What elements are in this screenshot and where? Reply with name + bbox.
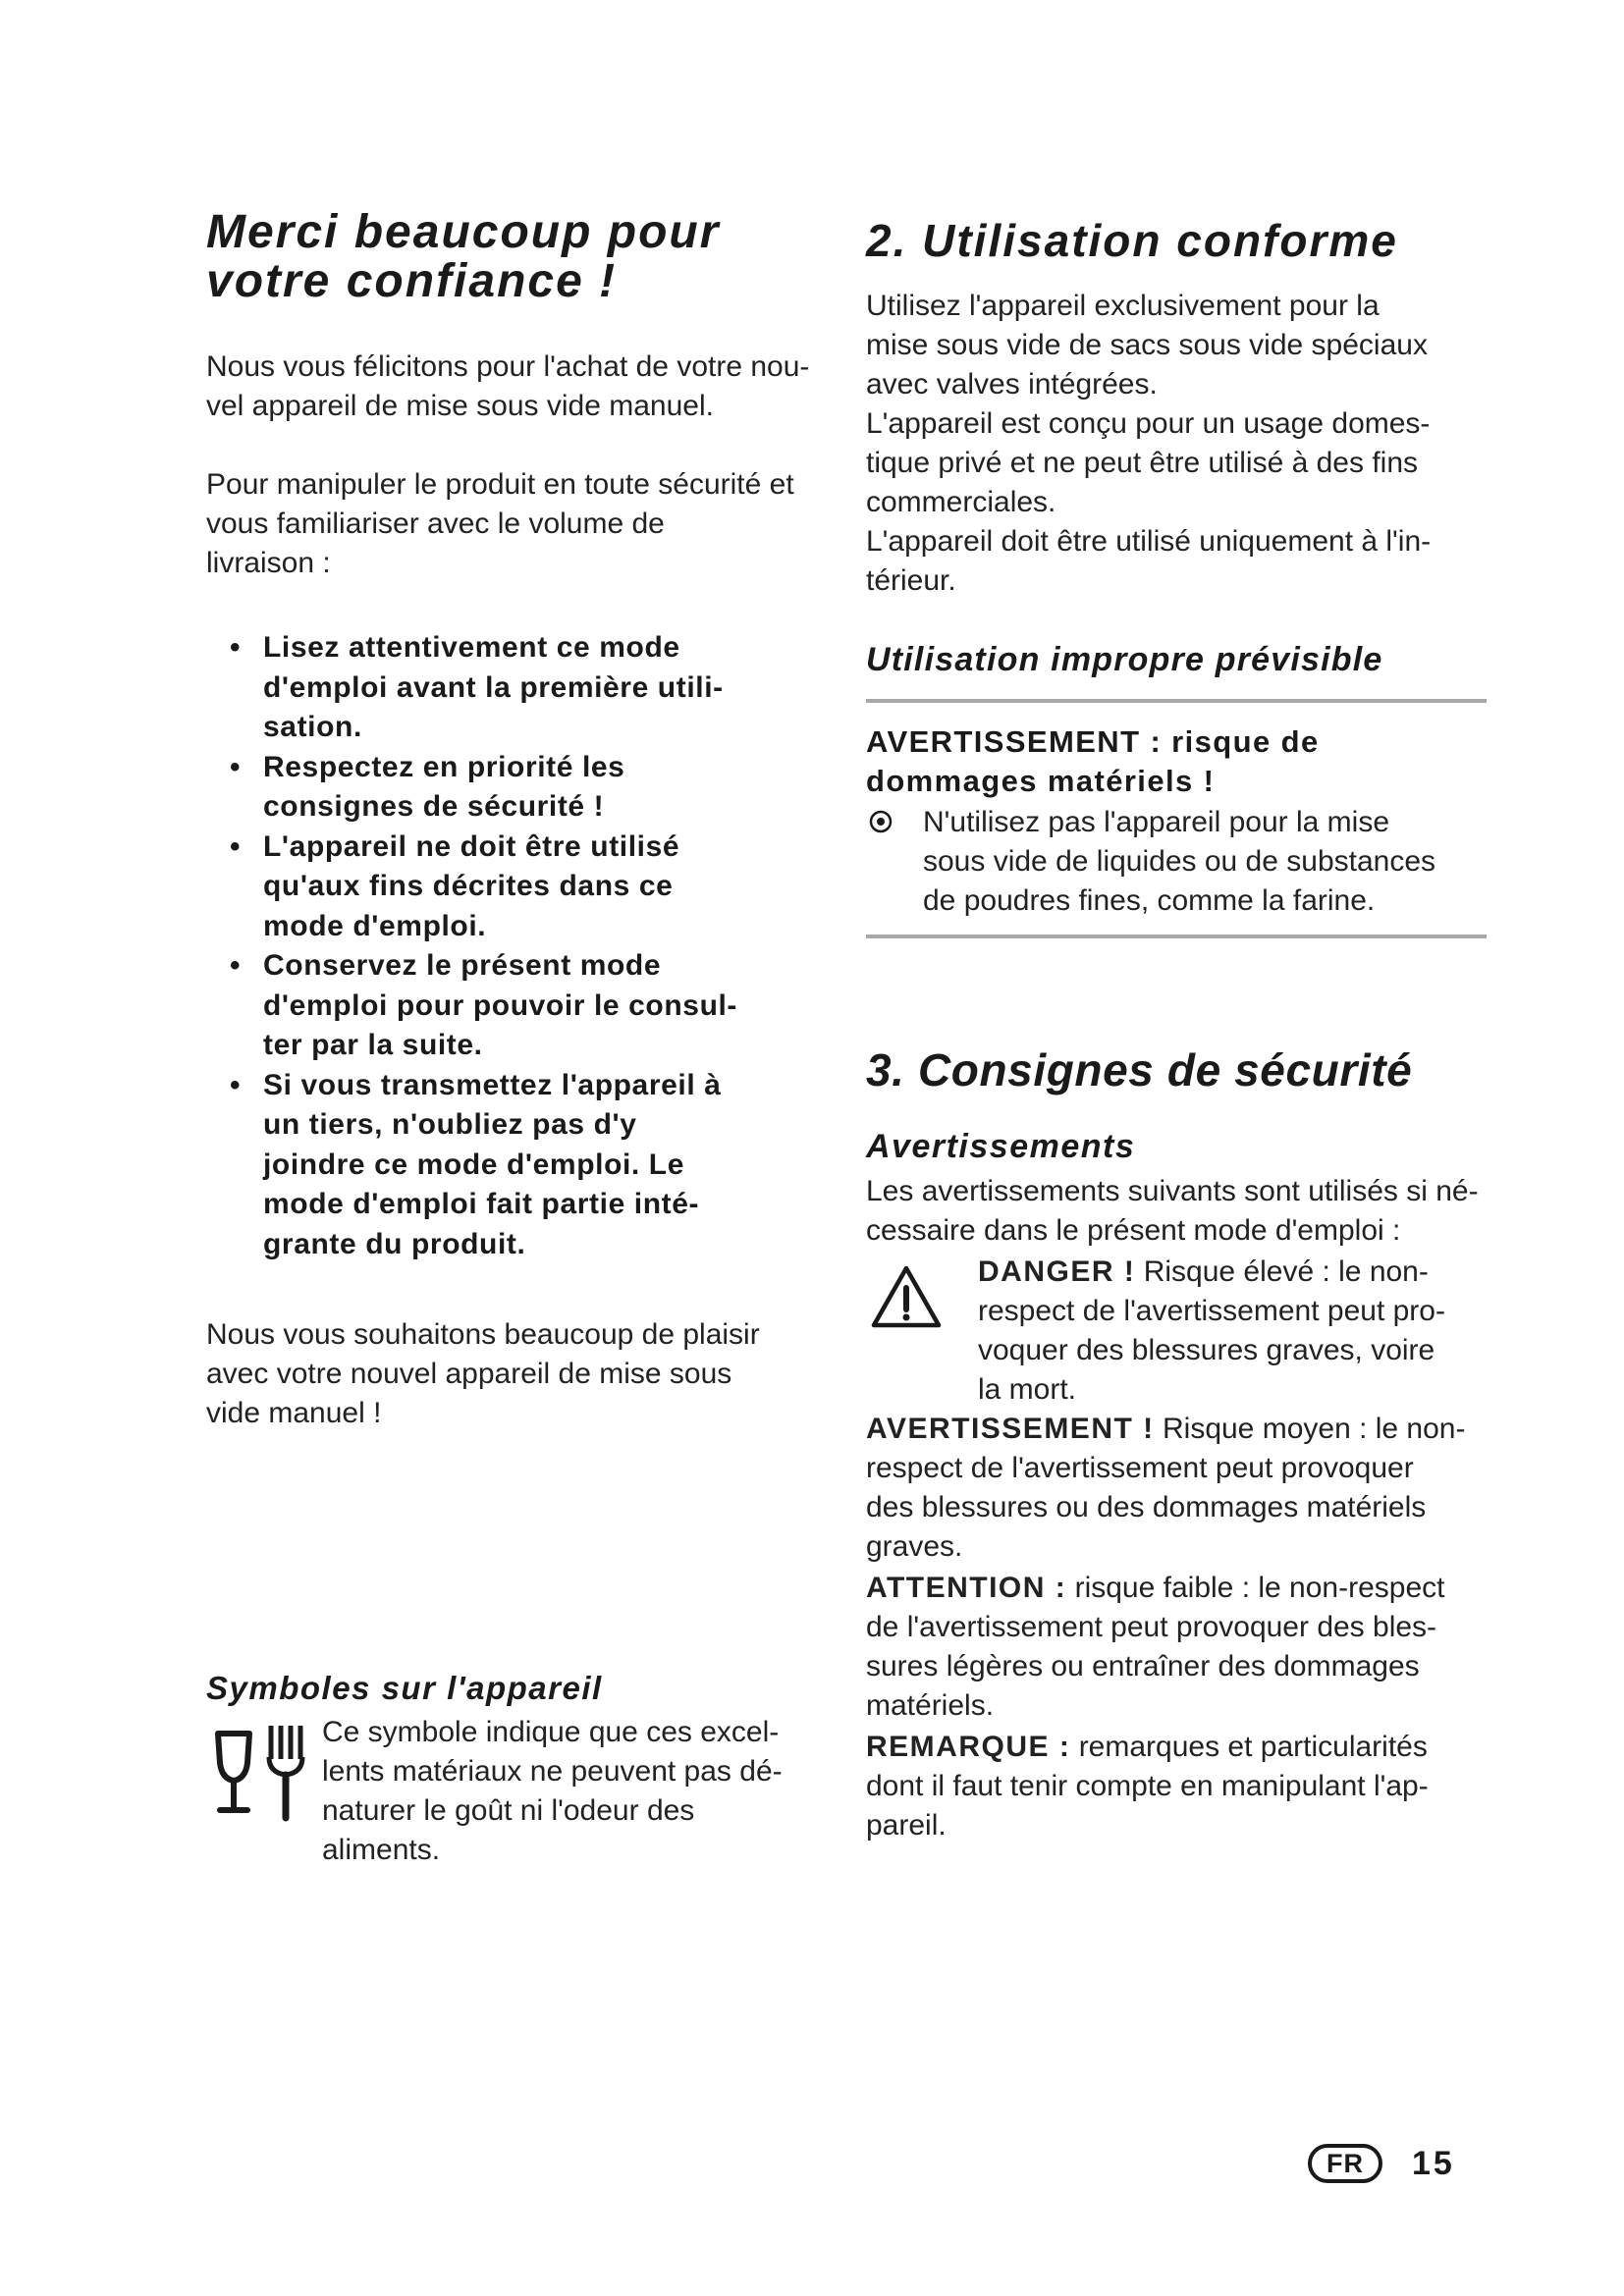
language-badge: FR [1308,2144,1382,2183]
target-bullet-icon [868,809,893,834]
page-footer [1298,2144,1494,2193]
list-item: • Respectez en priorité les consignes de sécurité ! [230,750,625,823]
list-item: • Conservez le présent mode d'emploi pour pouvoir le consul- ter par la suite. [230,949,738,1061]
misuse-warning-title: AVERTISSEMENT : risque de dommages matériels ! [866,724,1320,798]
section-2-text: Utilisez l'appareil exclusivement pour la mise sous vide de sacs sous vide spéciaux avec valves intégrées. L'appareil est conçu pour un usage domes- tique privé et ne peut être utilisé à des fins commerciales. L'appareil doit être utilisé uniquement à l'in- térieur. [866,290,1432,597]
list-item: • L'appareil ne doit être utilisé qu'aux fins décrites dans ce mode d'emploi. [230,829,680,942]
closing-paragraph: Nous vous souhaitons beaucoup de plaisir avec votre nouvel appareil de mise sous vide manuel ! [206,1318,760,1429]
list-item: • Lisez attentivement ce mode d'emploi avant la première utili- sation. [230,631,724,743]
warnings-heading: Avertissements [866,1128,1136,1165]
warning-triangle-icon [870,1264,943,1329]
divider [866,934,1487,938]
attention-level-description: ATTENTION : risque faible : le non-respect de l'avertissement peut provoquer des bles- sures légères ou entraîner des dommages matériels. [866,1572,1445,1722]
page-number: 15 [1412,2145,1455,2182]
intro-paragraph: Nous vous félicitons pour l'achat de votre nou- vel appareil de mise sous vide manuel. [206,350,810,422]
page-title: Merci beaucoup pour votre confiance ! [206,206,721,307]
remark-level-description: REMARQUE : remarques et particularités dont il faut tenir compte en manipulant l'ap- pareil. [866,1731,1429,1842]
warnings-intro: Les avertissements suivants sont utilisés si né- cessaire dans le présent mode d'emploi : [866,1175,1479,1247]
safety-intro-paragraph: Pour manipuler le produit en toute sécurité et vous familiariser avec le volume de livraison : [206,468,794,579]
danger-description: DANGER ! Risque élevé : le non- respect de l'avertissement peut pro- voquer des blessures graves, voire la mort. [978,1255,1445,1406]
section-2-title: 2. Utilisation conforme [866,215,1398,266]
symbols-description: Ce symbole indique que ces excel- lents matériaux ne peuvent pas dé- naturer le goût ni l'odeur des aliments. [322,1716,783,1866]
divider [866,699,1487,703]
warning-level-description: AVERTISSEMENT ! Risque moyen : le non- respect de l'avertissement peut provoquer des blessures ou des dommages matériels graves. [866,1413,1466,1563]
misuse-heading: Utilisation impropre prévisible [866,641,1383,678]
food-safe-icon [210,1720,308,1826]
symbols-heading: Symboles sur l'appareil [206,1670,603,1706]
safety-bullet-list [206,628,825,1264]
section-3-title: 3. Consignes de sécurité [866,1044,1413,1095]
list-item: • Si vous transmettez l'appareil à un tiers, n'oubliez pas d'y joindre ce mode d'emploi. Le mode d'emploi fait partie inté- grante du produit. [230,1068,722,1260]
misuse-warning-item: N'utilisez pas l'appareil pour la mise sous vide de liquides ou de substances de poudres fines, comme la farine. [866,803,1487,921]
